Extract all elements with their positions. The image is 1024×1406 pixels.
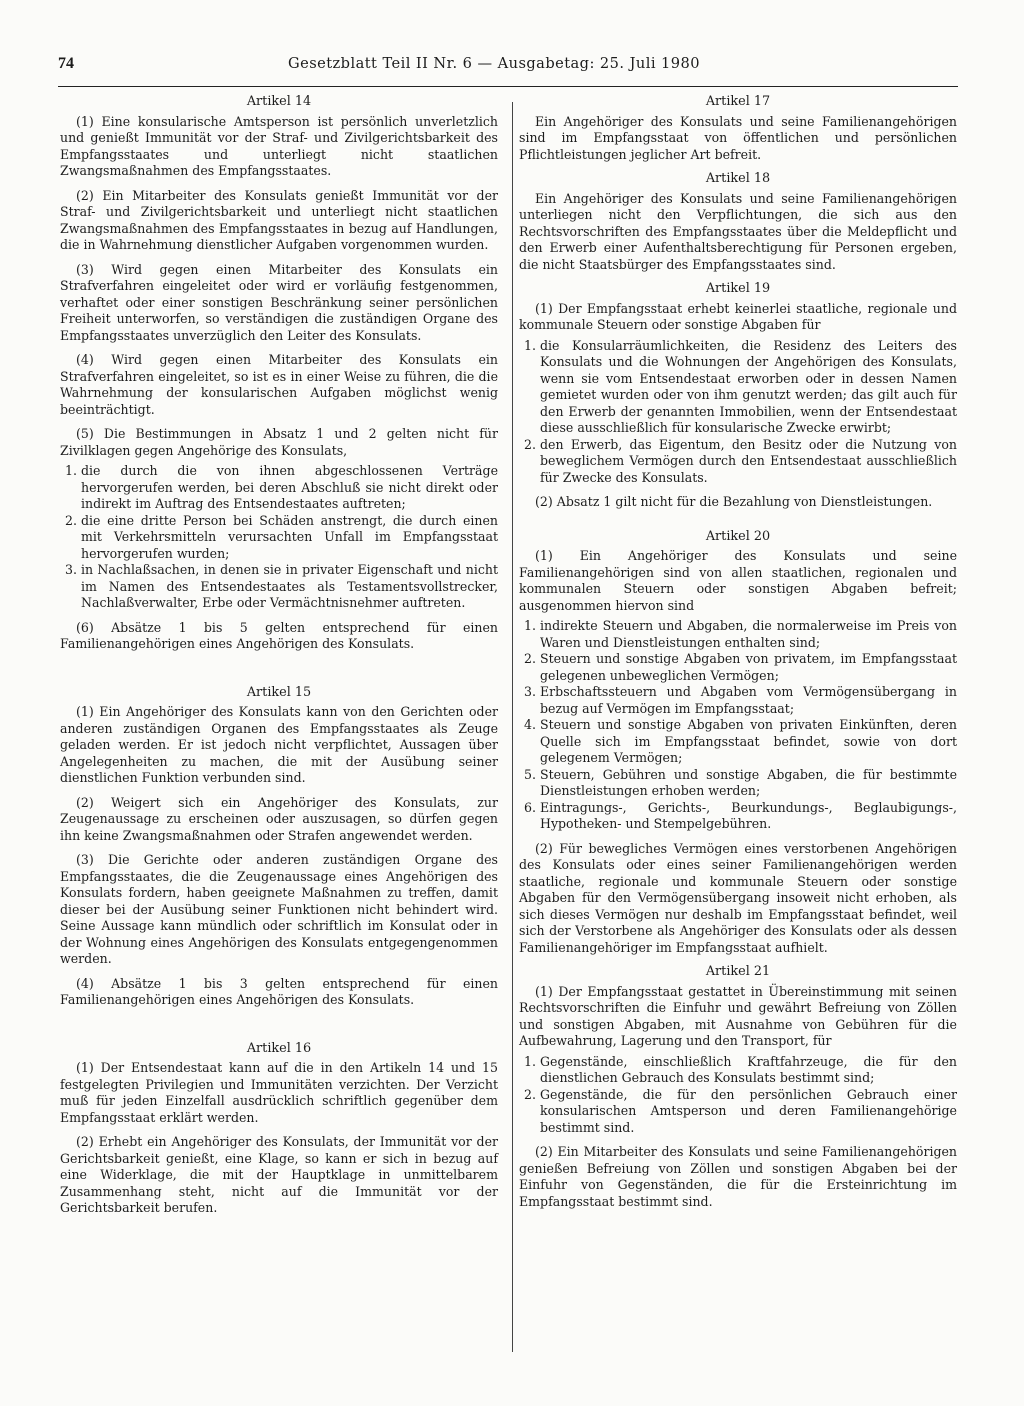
paragraph: (4) Absätze 1 bis 3 gelten entsprechend für einen Familienangehörigen eines Angehörigen des Konsulats. bbox=[60, 975, 498, 1007]
item-number: 2. bbox=[65, 512, 77, 528]
paragraph: (1) Eine konsularische Amtsperson ist persönlich unverletzlich und genießt Immunität vor der Straf- und Zivilgerichtsbarkeit des Empfangsstaates und unterliegt nicht staatlichen Zwangsmaßnahmen des Empfangsstaates. bbox=[60, 113, 498, 178]
enumerated-list bbox=[519, 618, 957, 833]
right-column bbox=[519, 94, 957, 1218]
enumerated-list bbox=[519, 338, 957, 487]
left-column bbox=[60, 94, 498, 1225]
paragraph: (1) Der Empfangsstaat gestattet in Übereinstimmung mit seinen Rechtsvorschriften die Einfuhr und gewährt Befreiung von Zöllen und sonstigen Abgaben, mit Ausnahme von Gebühren für die Aufbewahrung, Lagerung und den Transport, für bbox=[519, 983, 957, 1048]
paragraph: (2) Absatz 1 gilt nicht für die Bezahlung von Dienstleistungen. bbox=[535, 494, 933, 509]
list-item bbox=[519, 684, 957, 717]
item-number: 1. bbox=[524, 1053, 536, 1069]
item-text: den Erwerb, das Eigentum, den Besitz oder die Nutzung von beweglichem Vermögen durch den Entsendestaat ausschließlich für Zwecke des Konsulats. bbox=[540, 436, 957, 485]
paragraph: (2) Ein Mitarbeiter des Konsulats und seine Familienangehörigen genießen Befreiung von Zöllen und sonstigen Abgaben bei der Einfuhr von Gegenständen, die für die Ersteinrichtung im Empfangsstaat bestimmt sind. bbox=[519, 1144, 957, 1209]
list-item bbox=[60, 562, 498, 612]
article-18 bbox=[519, 171, 957, 273]
item-text: Steuern, Gebühren und sonstige Abgaben, die für bestimmte Dienstleistungen erhoben werden; bbox=[540, 766, 957, 798]
item-number: 2. bbox=[524, 651, 536, 666]
article-heading: Artikel 14 bbox=[246, 94, 312, 109]
list-item bbox=[519, 651, 957, 684]
article-21 bbox=[519, 964, 957, 1210]
paragraph: (4) Wird gegen einen Mitarbeiter des Konsulats ein Strafverfahren eingeleitet, so ist es in einer Weise zu führen, die die Wahrnehmung der konsularischen Aufgaben möglichst wenig beeinträchtigt. bbox=[60, 352, 498, 417]
item-number: 6. bbox=[524, 799, 536, 815]
paragraph: (3) Wird gegen einen Mitarbeiter des Konsulats ein Strafverfahren eingeleitet oder wird er vorläufig festgenommen, verhaftet oder einer sonstigen Beschränkung seiner persönlichen Freiheit unterworfen, so verständigen die zuständigen Organe des Empfangsstaates unverzüglich den Leiter des Konsulats. bbox=[60, 261, 498, 343]
article-heading: Artikel 19 bbox=[705, 281, 771, 296]
paragraph: (1) Der Entsendestaat kann auf die in den Artikeln 14 und 15 festgelegten Privilegien und Immunitäten verzichten. Der Verzicht muß für jeden Einzelfall ausdrücklich schriftlich gegenüber dem Empfangsstaat erklärt werden. bbox=[60, 1060, 498, 1125]
page-header bbox=[58, 46, 958, 78]
list-item bbox=[519, 767, 957, 800]
paragraph: (2) Ein Mitarbeiter des Konsulats genießt Immunität vor der Straf- und Zivilgerichtsbarkeit und unterliegt nicht staatlichen Zwangsmaßnahmen des Empfangsstaates in bezug auf Handlungen, die in Wahrnehmung dienstlicher Aufgaben vorgenommen wurden. bbox=[60, 187, 498, 252]
paragraph: (1) Der Empfangsstaat erhebt keinerlei staatliche, regionale und kommunale Steuern oder sonstige Abgaben für bbox=[519, 300, 957, 332]
list-item bbox=[519, 800, 957, 833]
list-item bbox=[519, 618, 957, 651]
header-title: Gesetzblatt Teil II Nr. 6 — Ausgabetag: 25. Juli 1980 bbox=[288, 55, 700, 72]
item-text: Steuern und sonstige Abgaben von privaten Einkünften, deren Quelle sich im Empfangsstaat befindet, sowie von dort gelegenem Vermögen; bbox=[540, 717, 957, 765]
item-number: 3. bbox=[65, 562, 77, 577]
article-heading: Artikel 18 bbox=[705, 171, 771, 186]
list-item bbox=[519, 1054, 957, 1087]
item-text: Eintragungs-, Gerichts-, Beurkundungs-, Beglaubigungs-, Hypotheken- und Stempelgebühren. bbox=[540, 799, 957, 831]
item-number: 3. bbox=[524, 684, 536, 699]
item-text: die eine dritte Person bei Schäden anstrengt, die durch einen mit Verkehrsmitteln verursachten Unfall im Empfangsstaat hervorgerufen wurden; bbox=[81, 512, 498, 561]
item-text: indirekte Steuern und Abgaben, die normalerweise im Preis von Waren und Dienstleistungen enthalten sind; bbox=[540, 618, 957, 650]
item-text: in Nachlaßsachen, in denen sie in privater Eigenschaft und nicht im Namen des Entsendestaates als Testamentsvollstrecker, Nachlaßverwalter, Erbe oder Vermächtnisnehmer auftreten. bbox=[81, 562, 498, 610]
list-item bbox=[519, 338, 957, 437]
article-14 bbox=[60, 94, 498, 653]
list-item bbox=[60, 513, 498, 563]
paragraph: (2) Erhebt ein Angehöriger des Konsulats, der Immunität vor der Gerichtsbarkeit genießt, eine Klage, so kann er sich in bezug auf eine Widerklage, die mit der Hauptklage in unmittelbarem Zusammenhang steht, nicht auf die Immunität vor der Gerichtsbarkeit berufen. bbox=[60, 1134, 498, 1215]
paragraph: Ein Angehöriger des Konsulats und seine Familienangehörigen unterliegen nicht den Verpflichtungen, die sich aus den Rechtsvorschriften des Empfangsstaates über die Meldepflicht und den Erwerb einer Aufenthaltsberechtigung für Personen ergeben, die nicht Staatsbürger des Empfangsstaates sind. bbox=[519, 190, 957, 272]
column-divider bbox=[512, 102, 513, 1352]
item-number: 2. bbox=[524, 1086, 536, 1102]
header-rule bbox=[58, 86, 958, 87]
list-item bbox=[519, 437, 957, 487]
list-item bbox=[60, 463, 498, 513]
item-text: Steuern und sonstige Abgaben von privatem, im Empfangsstaat gelegenen unbeweglichen Vermögen; bbox=[540, 651, 957, 683]
item-text: Erbschaftssteuern und Abgaben vom Vermögensübergang in bezug auf Vermögen im Empfangsstaat; bbox=[540, 684, 957, 716]
item-number: 4. bbox=[524, 717, 536, 732]
enumerated-list bbox=[519, 1054, 957, 1137]
item-text: Gegenstände, einschließlich Kraftfahrzeuge, die für den dienstlichen Gebrauch des Konsulats bestimmt sind; bbox=[540, 1053, 957, 1085]
article-heading: Artikel 20 bbox=[705, 528, 771, 544]
paragraph: (3) Die Gerichte oder anderen zuständigen Organe des Empfangsstaates, die die Zeugenaussage eines Angehörigen des Konsulats fordern, haben geeignete Maßnahmen zu treffen, damit dieser bei der Ausübung seiner Funktionen nicht behindert wird. Seine Aussage kann mündlich oder schriftlich im Konsulat oder in der Wohnung eines Angehörigen des Konsulats entgegengenommen werden. bbox=[60, 852, 498, 966]
item-number: 5. bbox=[524, 766, 536, 782]
list-item bbox=[519, 1087, 957, 1137]
article-heading: Artikel 15 bbox=[246, 684, 312, 700]
article-20 bbox=[519, 529, 957, 957]
article-17 bbox=[519, 94, 957, 163]
paragraph: (2) Für bewegliches Vermögen eines verstorbenen Angehörigen des Konsulats oder eines seiner Familienangehörigen werden staatliche, regionale und kommunale Steuern oder sonstige Abgaben für den Vermögensübergang insoweit nicht erhoben, als sich dieses Vermögen nur deshalb im Empfangsstaat befindet, weil sich der Verstorbene als Angehöriger des Konsulats oder als dessen Familienangehöriger im Empfangsstaat aufhielt. bbox=[519, 840, 957, 955]
list-item bbox=[519, 717, 957, 767]
paragraph: (1) Ein Angehöriger des Konsulats kann von den Gerichten oder anderen zuständigen Organen des Empfangsstaates als Zeuge geladen werden. Er ist jedoch nicht verpflichtet, Aussagen über Angelegenheiten zu machen, die mit der Ausübung seiner dienstlichen Funktion verbunden sind. bbox=[60, 704, 498, 785]
item-text: Gegenstände, die für den persönlichen Gebrauch einer konsularischen Amtsperson und deren Familienangehörige bestimmt sind. bbox=[540, 1086, 957, 1135]
item-number: 1. bbox=[524, 337, 536, 353]
paragraph: Ein Angehöriger des Konsulats und seine Familienangehörigen sind im Empfangsstaat von öffentlichen und persönlichen Pflichtleistungen jeglicher Art befreit. bbox=[519, 113, 957, 162]
article-15 bbox=[60, 685, 498, 1009]
page-number: 74 bbox=[58, 55, 74, 72]
item-text: die durch die von ihnen abgeschlossenen Verträge hervorgerufen werden, bei deren Abschluß sie nicht direkt oder indirekt im Auftrag des Entsendestaates auftreten; bbox=[81, 463, 498, 511]
paragraph: (1) Ein Angehöriger des Konsulats und seine Familienangehörigen sind von allen staatlichen, regionalen und kommunalen Steuern oder sonstigen Abgaben befreit; ausgenommen hiervon sind bbox=[519, 548, 957, 613]
paragraph: (6) Absätze 1 bis 5 gelten entsprechend für einen Familienangehörigen eines Angehörigen des Konsulats. bbox=[60, 619, 498, 651]
item-text: die Konsularräumlichkeiten, die Residenz des Leiters des Konsulats und die Wohnungen der Angehörigen des Konsulats, wenn sie vom Entsendestaat erworben oder in dessen Namen gemietet wurden oder von ihm genutzt werden; das gilt auch für den Erwerb der genannten Immobilien, wenn der Entsendestaat diese ausschließlich für konsularische Zwecke erwirbt; bbox=[540, 337, 957, 435]
enumerated-list bbox=[60, 463, 498, 612]
item-number: 2. bbox=[524, 436, 536, 452]
item-number: 1. bbox=[65, 463, 77, 478]
paragraph: (5) Die Bestimmungen in Absatz 1 und 2 gelten nicht für Zivilklagen gegen Angehörige des Konsulats, bbox=[60, 426, 498, 458]
item-number: 1. bbox=[524, 618, 536, 633]
paragraph: (2) Weigert sich ein Angehöriger des Konsulats, zur Zeugenaussage zu erscheinen oder auszusagen, so dürfen gegen ihn keine Zwangsmaßnahmen oder Strafen angewendet werden. bbox=[60, 794, 498, 843]
article-heading: Artikel 21 bbox=[705, 964, 771, 979]
article-heading: Artikel 17 bbox=[705, 94, 771, 109]
article-heading: Artikel 16 bbox=[246, 1040, 312, 1056]
article-19 bbox=[519, 281, 957, 511]
article-16 bbox=[60, 1041, 498, 1217]
